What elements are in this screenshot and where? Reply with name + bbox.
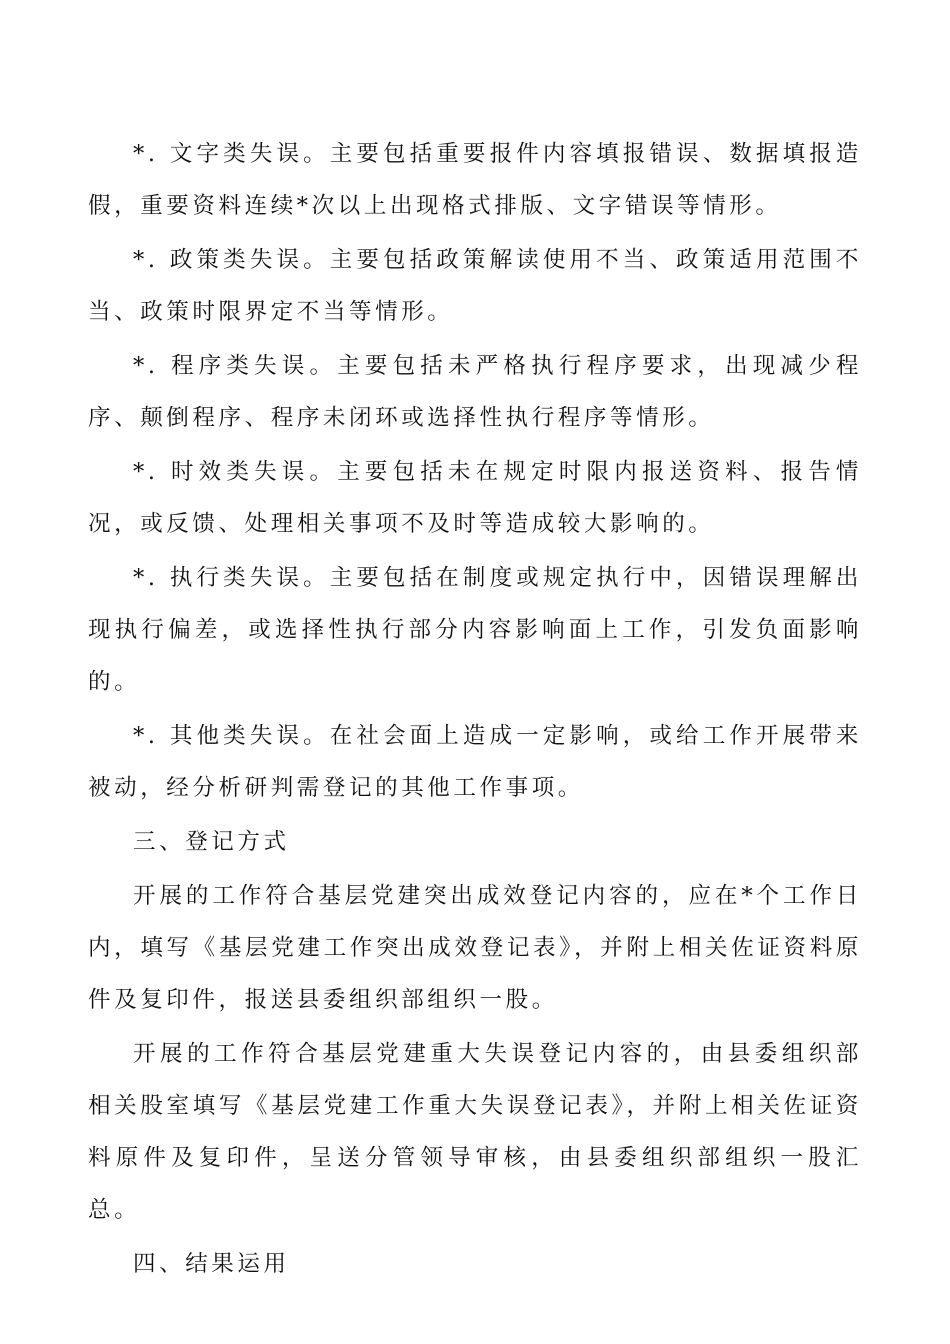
paragraph-timeliness-errors: *. 时效类失误。主要包括未在规定时限内报送资料、报告情况，或反馈、处理相关事项不及时等造成较大影响的。: [88, 459, 862, 537]
paragraph-error-registration: 开展的工作符合基层党建重大失误登记内容的，由县委组织部相关股室填写《基层党建工作重大失误登记表》，并附上相关佐证资料原件及复印件，呈送分管领导审核，由县委组织部组织一股汇总。: [88, 1041, 862, 1223]
section-heading-result-usage: 四、结果运用: [133, 1251, 290, 1277]
document-page: [88, 128, 862, 1292]
paragraph-text-errors: *. 文字类失误。主要包括重要报件内容填报错误、数据填报造假，重要资料连续*次以上出现格式排版、文字错误等情形。: [88, 141, 862, 219]
paragraph-other-errors: *. 其他类失误。在社会面上造成一定影响，或给工作开展带来被动，经分析研判需登记的其他工作事项。: [88, 723, 862, 801]
paragraph-execution-errors: *. 执行类失误。主要包括在制度或规定执行中，因错误理解出现执行偏差，或选择性执行部分内容影响面上工作，引发负面影响的。: [88, 565, 862, 695]
paragraph-achievement-registration: 开展的工作符合基层党建突出成效登记内容的，应在*个工作日内，填写《基层党建工作突出成效登记表》，并附上相关佐证资料原件及复印件，报送县委组织部组织一股。: [88, 883, 862, 1013]
paragraph-policy-errors: *. 政策类失误。主要包括政策解读使用不当、政策适用范围不当、政策时限界定不当等情形。: [88, 247, 862, 325]
section-heading-registration-method: 三、登记方式: [133, 829, 290, 855]
paragraph-procedure-errors: *. 程序类失误。主要包括未严格执行程序要求，出现减少程序、颠倒程序、程序未闭环或选择性执行程序等情形。: [88, 353, 862, 431]
